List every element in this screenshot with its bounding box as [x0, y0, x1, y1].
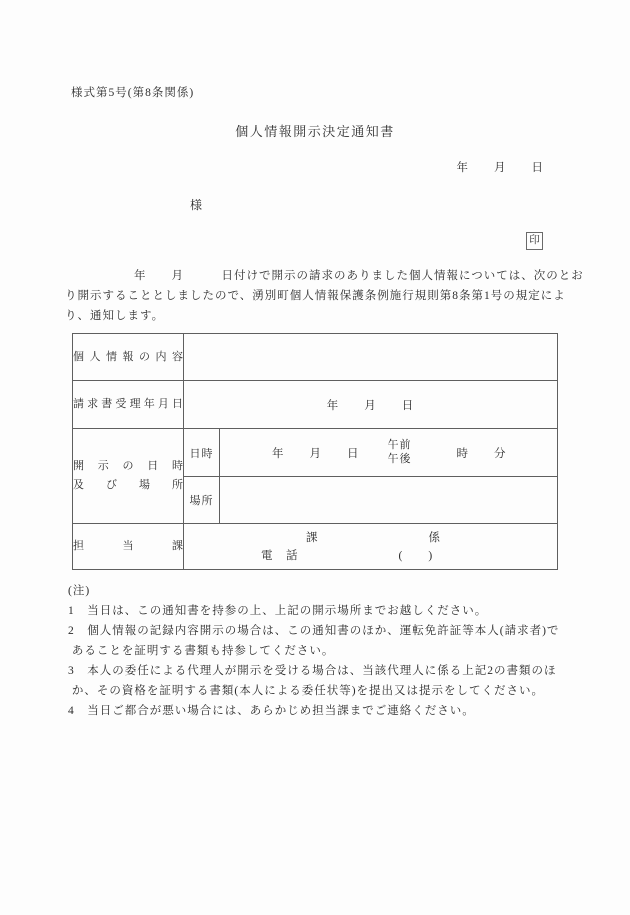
note-line: 2 個人情報の記録内容開示の場合は、この通知書のほか、運転免許証等本人(請求者)で — [68, 625, 560, 637]
notes-list — [68, 601, 598, 721]
telephone-label: 電 話 — [261, 549, 299, 562]
datetime-value-cell — [220, 429, 558, 477]
disclosure-label-line2: 及び場所 — [73, 479, 183, 491]
place-sublabel: 場所 — [184, 477, 220, 524]
seal-character: 印 — [529, 234, 540, 246]
personal-info-content-label: 個人情報の内容 — [73, 350, 183, 363]
staff-section-label-cell — [73, 524, 184, 570]
disclosure-datetime-place-label-cell — [73, 429, 184, 524]
body-paragraph — [65, 266, 585, 326]
division-suffix: 課 — [306, 531, 319, 544]
note-line: あることを証明する書類も持参してください。 — [68, 645, 335, 657]
place-value-cell — [220, 477, 558, 524]
telephone-parentheses: ( ) — [398, 549, 434, 562]
addressee-suffix: 様 — [190, 198, 204, 212]
request-received-date-value: 年 月 日 — [184, 381, 558, 429]
body-line: り開示することとしましたので、湧別町個人情報保護条例施行規則第8条第1号の規定によ — [65, 290, 566, 302]
request-received-date-label: 請求書受理年月日 — [73, 398, 183, 410]
pm-label: 午後 — [387, 452, 412, 465]
note-line: か、その資格を証明する書類(本人による委任状等)を提出又は提示をしてください。 — [68, 685, 545, 697]
datetime-date: 年 月 日 — [272, 447, 360, 460]
staff-value-cell — [184, 524, 558, 570]
am-pm-selector — [388, 439, 412, 466]
note-line: 4 当日ご都合が悪い場合には、あらかじめ担当課までご連絡ください。 — [68, 705, 475, 717]
issue-date-line: 年 月 日 — [456, 162, 544, 174]
datetime-time: 時 分 — [456, 447, 507, 460]
notes-section — [68, 581, 598, 721]
request-received-date-label-cell — [73, 381, 184, 429]
datetime-sublabel: 日時 — [184, 429, 220, 477]
notice-table — [72, 333, 558, 570]
personal-info-content-label-cell — [73, 334, 184, 381]
disclosure-label-line1: 開示の日時 — [73, 460, 183, 472]
personal-info-content-value-cell — [184, 334, 558, 381]
staff-section-label: 担当課 — [73, 540, 183, 552]
body-line: り、通知します。 — [65, 310, 165, 322]
note-line: 3 本人の委任による代理人が開示を受ける場合は、当該代理人に係る上記2の書類のほ — [68, 665, 557, 677]
note-line: 1 当日は、この通知書を持参の上、上記の開示場所までお越しください。 — [68, 605, 488, 617]
section-suffix: 係 — [428, 531, 441, 544]
am-label: 午前 — [387, 439, 412, 451]
body-line: 年 月 日付けで開示の請求のありました個人情報については、次のとお — [134, 270, 584, 282]
notes-heading: (注) — [68, 585, 91, 597]
seal-stamp — [526, 232, 543, 250]
form-number: 様式第5号(第8条関係) — [71, 87, 195, 99]
page-title: 個人情報開示決定通知書 — [235, 124, 395, 139]
